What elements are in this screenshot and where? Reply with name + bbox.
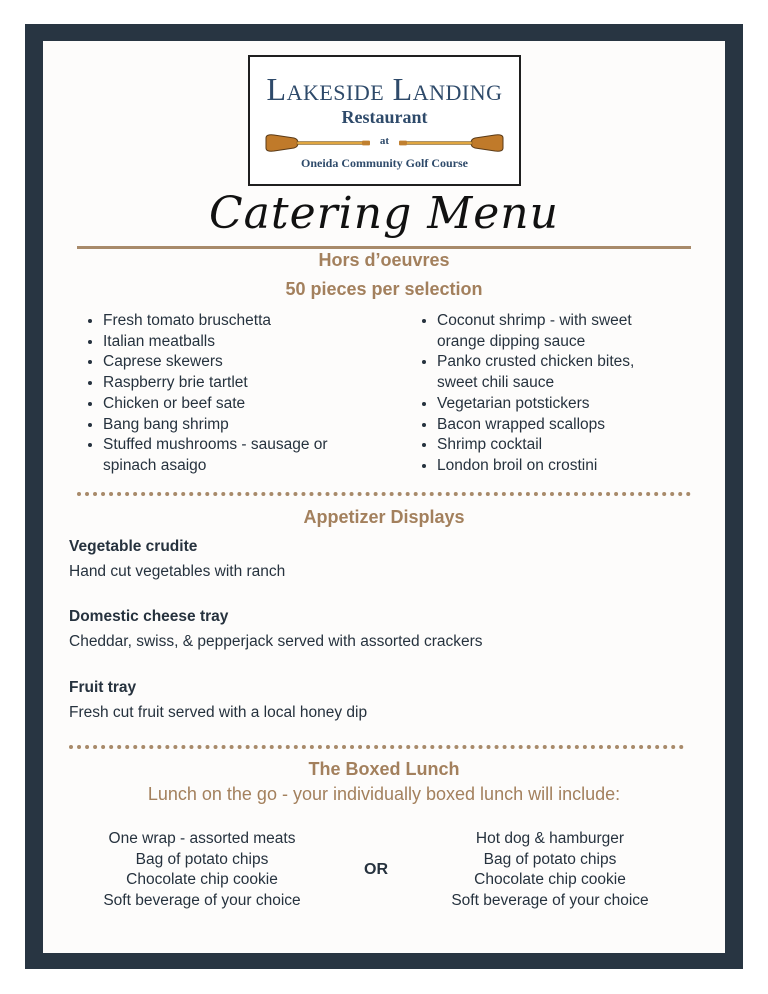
lunch-item: Soft beverage of your choice (451, 892, 649, 910)
hors-item: • Chicken or beef sate (103, 394, 385, 415)
hors-subtitle: 50 pieces per selection (285, 279, 483, 299)
lunch-item: Chocolate chip cookie (126, 871, 278, 889)
page-title: Catering Menu (209, 188, 559, 239)
hors-item: • Bang bang shrimp (103, 415, 385, 436)
lunch-item: Bag of potato chips (483, 850, 617, 868)
lunch-item: One wrap - assorted meats (108, 830, 296, 847)
appetizer-item (69, 537, 285, 582)
hors-item: • London broil on crostini (437, 456, 674, 477)
hors-item: • Coconut shrimp - with sweet orange dipping sauce (437, 311, 674, 352)
boxed-lunch-subtitle: Lunch on the go - your individually boxed lunch will include: (147, 784, 621, 804)
appetizer-desc: Hand cut vegetables with ranch (69, 563, 286, 580)
boxed-lunch-title: The Boxed Lunch (308, 759, 460, 779)
lunch-option-a (72, 829, 332, 912)
hors-item: • Bacon wrapped scallops (437, 415, 674, 436)
hors-item: • Caprese skewers (103, 352, 385, 373)
hors-list-left (85, 311, 385, 477)
hors-item: • Italian meatballs (103, 332, 385, 353)
hors-item: • Stuffed mushrooms - sausage or spinach asaigo (103, 435, 385, 476)
hors-item: • Fresh tomato bruschetta (103, 311, 385, 332)
appetizer-name: Vegetable crudite (69, 538, 198, 555)
appetizer-desc: Fresh cut fruit served with a local honey dip (69, 704, 368, 721)
logo-course-name: Oneida Community Golf Course (300, 156, 468, 170)
or-label: OR (364, 861, 388, 878)
title-divider (77, 246, 691, 249)
appetizers-title: Appetizer Displays (303, 507, 465, 527)
section-divider (69, 745, 684, 749)
hors-title: Hors d’oeuvres (318, 250, 450, 270)
lunch-option-b (420, 829, 680, 912)
appetizer-item (69, 678, 367, 723)
hors-item: • Shrimp cocktail (437, 435, 674, 456)
logo-at: at (379, 135, 390, 147)
logo-subtitle: Restaurant (341, 107, 428, 127)
hors-item: • Panko crusted chicken bites, sweet chili sauce (437, 352, 674, 393)
appetizer-name: Fruit tray (69, 679, 137, 696)
appetizer-name: Domestic cheese tray (69, 608, 229, 625)
hors-item: • Raspberry brie tartlet (103, 373, 385, 394)
logo-title: Lakeside Landing (266, 71, 503, 107)
hors-list-right (419, 311, 674, 477)
appetizer-item (69, 607, 483, 652)
restaurant-logo (248, 55, 521, 186)
lunch-item: Chocolate chip cookie (474, 871, 626, 889)
lunch-item: Hot dog & hamburger (475, 830, 625, 847)
appetizer-desc: Cheddar, swiss, & pepperjack served with assorted crackers (69, 633, 483, 650)
lunch-item: Soft beverage of your choice (103, 892, 301, 910)
lunch-item: Bag of potato chips (135, 850, 269, 868)
hors-item: • Vegetarian potstickers (437, 394, 674, 415)
section-divider (77, 492, 691, 496)
